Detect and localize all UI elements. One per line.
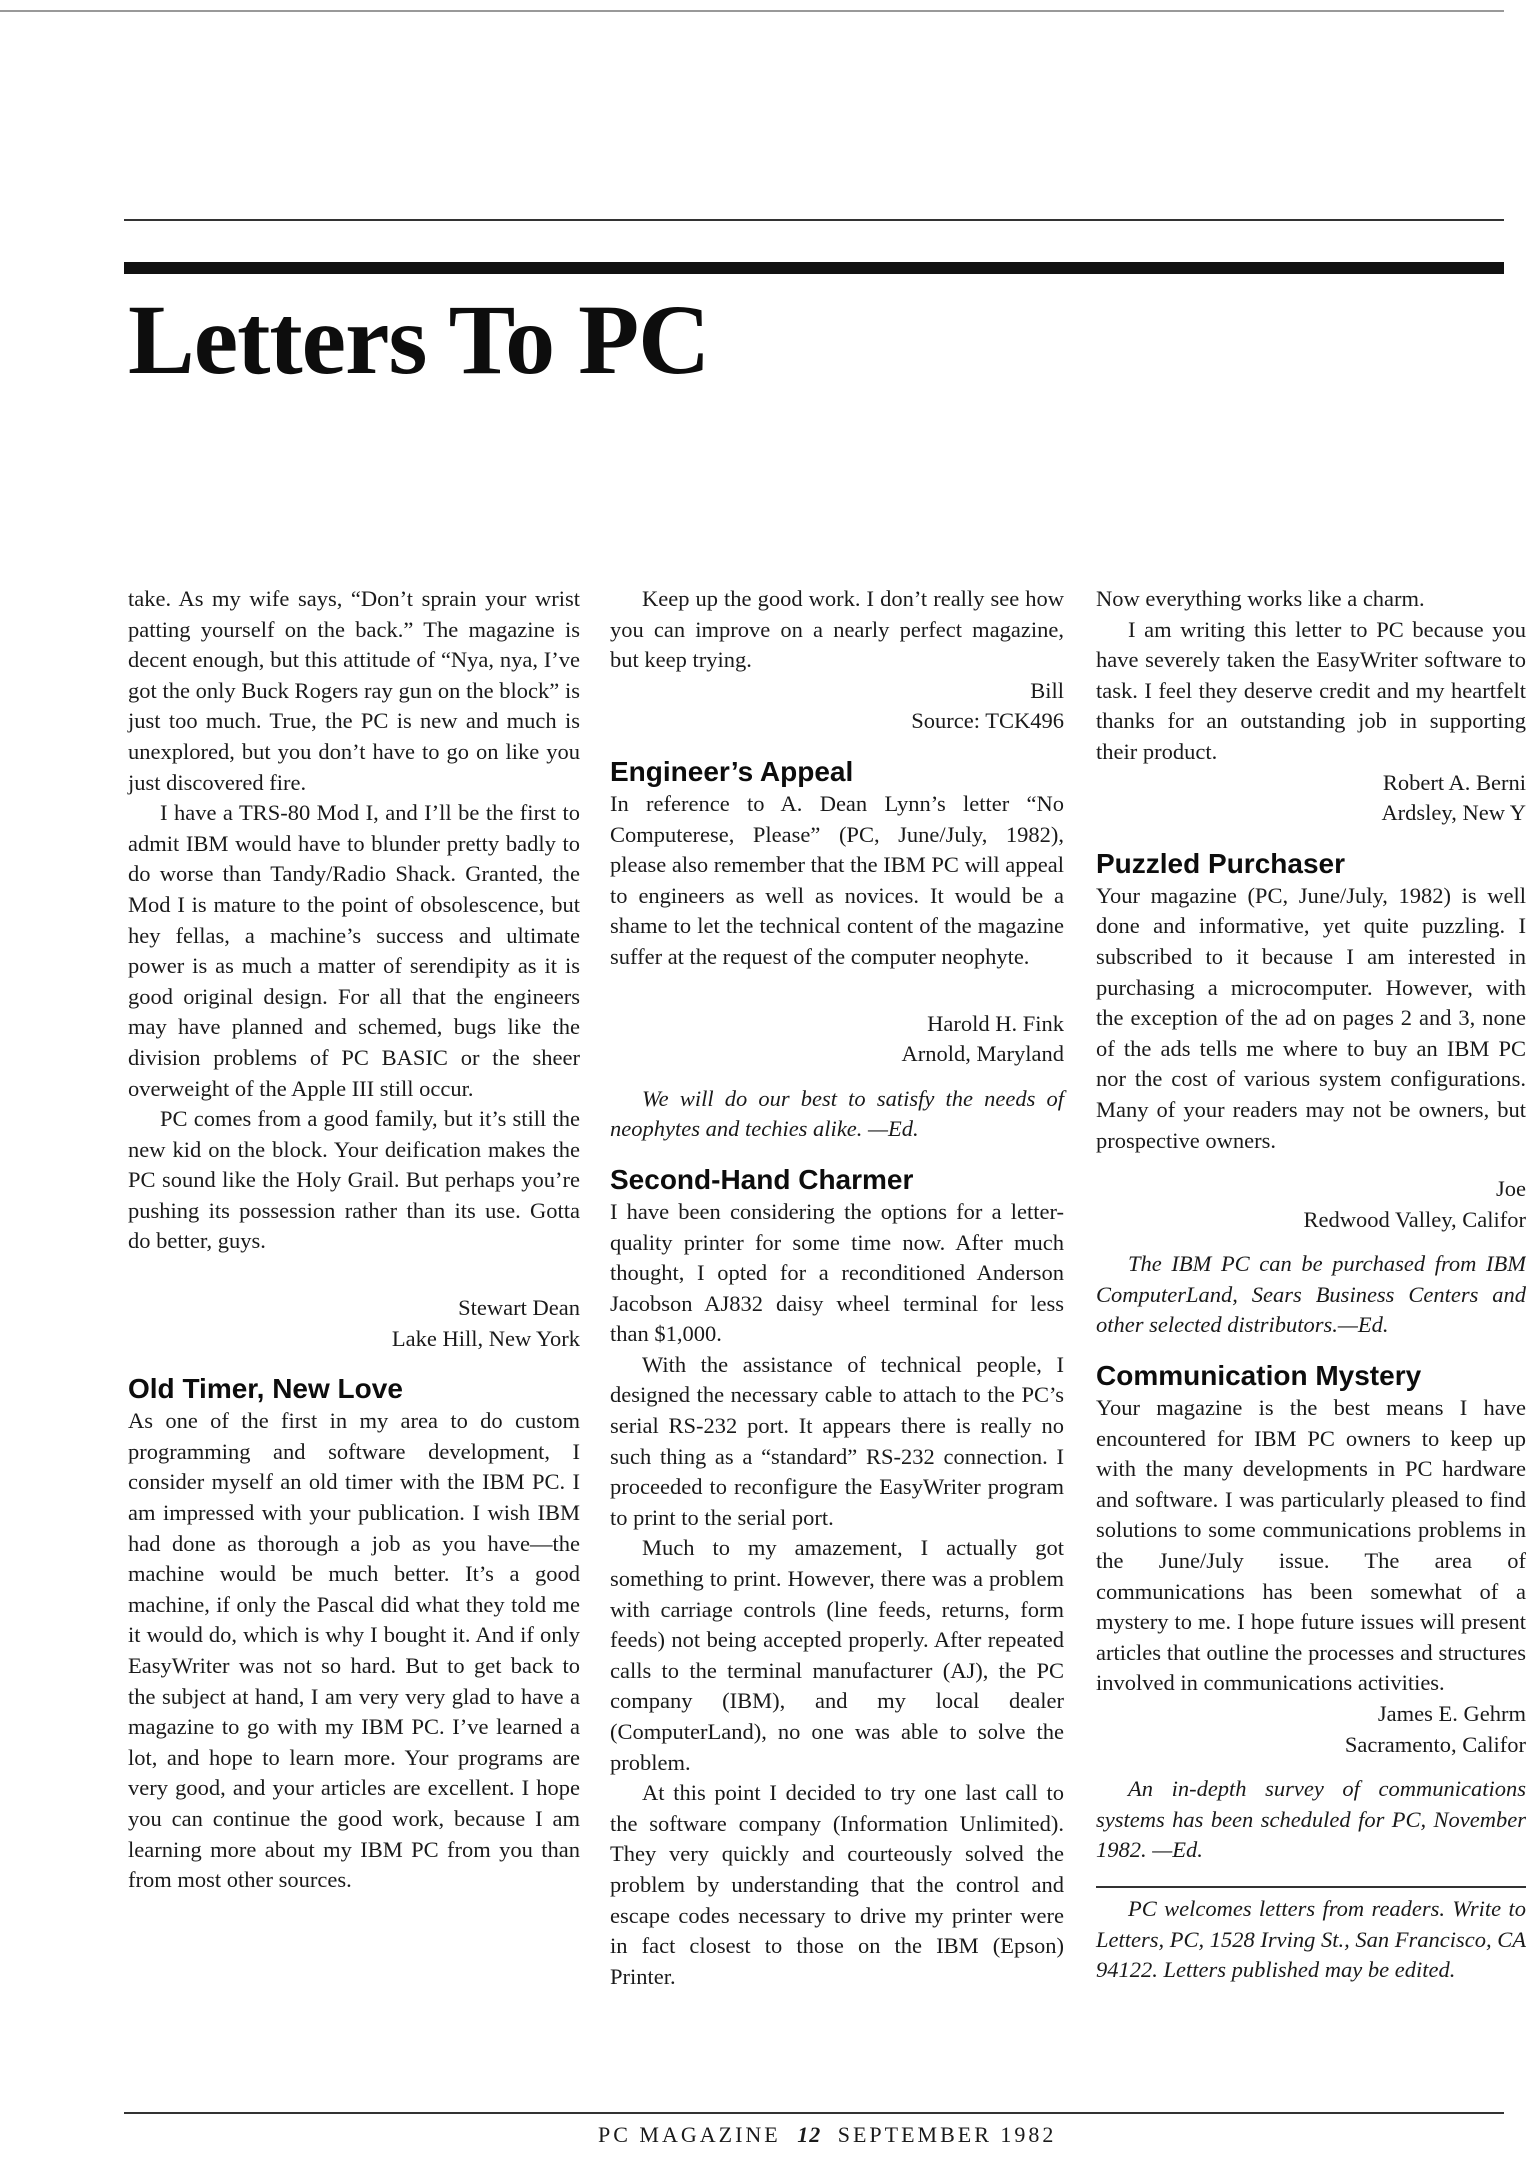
heading-engineers-appeal: Engineer’s Appeal bbox=[610, 755, 854, 787]
header-thin-rule bbox=[124, 219, 1504, 221]
footer-rule bbox=[124, 2112, 1504, 2114]
footer-page-number: 12 bbox=[797, 2122, 822, 2147]
letter-old-timer-text: As one of the first in my area to do custom programming and software development, I consider myself an old timer with the IBM PC. I am impressed with your publication. I wish IBM had done as thorough a job as you have—the machine would be much better. It’s a good machine, if only the Pascal did what they told me it would do, which is why I bought it. And if only EasyWriter was not so hard. But to get back to the subject at hand, I am very very glad to have a magazine to go with my IBM PC. I’ve learned a lot, and hope to learn more. Your programs are very good, and your articles are excellent. I hope you can continue the good work, because I am learning more about my IBM PC from you than from most other sources. bbox=[128, 1408, 580, 1893]
top-edge-rule bbox=[0, 10, 1504, 12]
letter-bill-text: Keep up the good work. I don’t really see how you can improve on a nearly perfect magazine, but keep trying. bbox=[610, 586, 1064, 673]
footer-magazine: PC MAGAZINE bbox=[598, 2122, 781, 2147]
header-thick-rule bbox=[124, 262, 1504, 274]
letter-intro-paragraph: take. As my wife says, “Don’t sprain your wrist patting yourself on the back.” The magazine is decent enough, but this attitude of “Nya, nya, I’ve got the only Buck Rogers ray gun on the block” is just too much. True, the PC is new and much is unexplored, but you don’t have to go on like you just discovered fire. bbox=[128, 586, 580, 795]
welcome-note: PC welcomes letters from readers. Write to Letters, PC, 1528 Irving St., San Francisco, CA 94122. Letters published may be edited. bbox=[1096, 1895, 1526, 1983]
letter-intro-paragraph: I have a TRS-80 Mod I, and I’ll be the first to admit IBM would have to blunder pretty badly to do worse than Tandy/Radio Shack. Granted, the Mod I is mature to the point of obsolescence, but hey fellas, a machine’s success and ultimate power is as much a matter of serendipity as it is good original design. For all that the engineers may have planned and schemed, bugs like the division problems of PC BASIC or the sheer overweight of the Apple III still occur. bbox=[128, 800, 580, 1101]
letter-charmer-paragraph: With the assistance of technical people, I designed the necessary cable to attach to the PC’s serial RS-232 port. It appears there is really no such thing as a “standard” RS-232 connection. I proceeded to reconfigure the EasyWriter program to print to the serial port. bbox=[610, 1351, 1064, 1530]
letter-signature bbox=[1096, 768, 1526, 829]
letter-continued-paragraph: I am writing this letter to PC because you have severely taken the EasyWriter software to task. I feel they deserve credit and my heartfelt thanks for an outstanding job in supporting their product. bbox=[1096, 616, 1526, 764]
letter-signature bbox=[1096, 1699, 1526, 1760]
page-footer bbox=[598, 2122, 1056, 2148]
signature-location: Source: TCK496 bbox=[911, 708, 1064, 734]
editor-reply: The IBM PC can be purchased from IBM ComputerLand, Sears Business Centers and other selected distributors.—Ed. bbox=[1096, 1251, 1526, 1338]
editor-reply: We will do our best to satisfy the needs of neophytes and techies alike. —Ed. bbox=[610, 1085, 1064, 1142]
letter-intro-paragraph: PC comes from a good family, but it’s still the new kid on the block. Your deification makes the PC sound like the Holy Grail. But perhaps you’re pushing its possession rather than its use. Gotta do better, guys. bbox=[128, 1106, 580, 1254]
letter-continued-paragraph: Now everything works like a charm. bbox=[1096, 586, 1425, 611]
column-3 bbox=[1096, 584, 1526, 1986]
signature-name: Stewart Dean bbox=[458, 1295, 580, 1321]
letter-communication-text: Your magazine is the best means I have encountered for IBM PC owners to keep up with the many developments in PC hardware and software. I was particularly pleased to find solutions to some communications problems in the June/July issue. The area of communications has been somewhat of a mystery to me. I hope future issues will present articles that outline the processes and structures involved in communications activities. bbox=[1096, 1395, 1526, 1696]
heading-communication-mystery: Communication Mystery bbox=[1096, 1360, 1422, 1392]
signature-location: Sacramento, Califor bbox=[1344, 1731, 1526, 1757]
editor-reply: An in-depth survey of communications systems has been scheduled for PC, November 1982. —Ed. bbox=[1096, 1776, 1526, 1863]
footer-date: SEPTEMBER 1982 bbox=[837, 2122, 1057, 2147]
letter-signature bbox=[128, 1293, 580, 1354]
spacer bbox=[128, 1257, 580, 1293]
letter-engineer-text: In reference to A. Dean Lynn’s letter “No Computerese, Please” (PC, June/July, 1982), please also remember that the IBM PC will appeal to engineers as well as novices. It would be a shame to let the technical content of the magazine suffer at the request of the computer neophyte. bbox=[610, 790, 1064, 969]
letter-signature bbox=[1096, 1174, 1526, 1235]
signature-name: Joe bbox=[1496, 1176, 1526, 1202]
welcome-note-box bbox=[1096, 1886, 1526, 1986]
spacer bbox=[1096, 1156, 1526, 1174]
column-1 bbox=[128, 584, 580, 1896]
letter-signature bbox=[610, 676, 1064, 737]
page-title: Letters To PC bbox=[128, 284, 710, 395]
letter-puzzled-text: Your magazine (PC, June/July, 1982) is well done and informative, yet quite puzzling. I subscribed to it because I am interested in purchasing a microcomputer. However, with the exception of the ad on pages 2 and 3, none of the ads tells me where to buy an IBM PC nor the cost of various system configurations. Many of your readers may not be owners, but prospective owners. bbox=[1096, 882, 1526, 1153]
signature-name: Robert A. Berni bbox=[1382, 769, 1526, 795]
signature-location: Redwood Valley, Califor bbox=[1303, 1206, 1526, 1232]
signature-name: Harold H. Fink bbox=[927, 1010, 1064, 1036]
signature-location: Lake Hill, New York bbox=[391, 1325, 580, 1351]
heading-old-timer: Old Timer, New Love bbox=[128, 1373, 403, 1405]
signature-location: Arnold, Maryland bbox=[901, 1041, 1064, 1067]
heading-puzzled-purchaser: Puzzled Purchaser bbox=[1096, 847, 1345, 879]
signature-location: Ardsley, New Y bbox=[1381, 800, 1526, 826]
letter-charmer-paragraph: At this point I decided to try one last call to the software company (Information Unlimited). They very quickly and courteously solved the problem by understanding that the control and escape codes necessary to drive my printer were in fact closest to those on the IBM (Epson) Printer. bbox=[610, 1780, 1064, 1989]
column-2 bbox=[610, 584, 1064, 1992]
letter-charmer-paragraph: I have been considering the options for a letter-quality printer for some time now. After much thought, I opted for a reconditioned Anderson Jacobson AJ832 daisy wheel terminal for less than $1,000. bbox=[610, 1198, 1064, 1347]
signature-name: Bill bbox=[1030, 677, 1064, 703]
heading-second-hand-charmer: Second-Hand Charmer bbox=[610, 1163, 914, 1195]
letter-charmer-paragraph: Much to my amazement, I actually got something to print. However, there was a problem with carriage controls (line feeds, returns, form feeds) not being accepted properly. After repeated calls to the terminal manufacturer (AJ), the PC company (IBM), and my local dealer (ComputerLand), no one was able to solve the problem. bbox=[610, 1535, 1064, 1775]
letter-signature bbox=[610, 1009, 1064, 1070]
spacer bbox=[610, 973, 1064, 1009]
signature-name: James E. Gehrm bbox=[1377, 1701, 1526, 1726]
